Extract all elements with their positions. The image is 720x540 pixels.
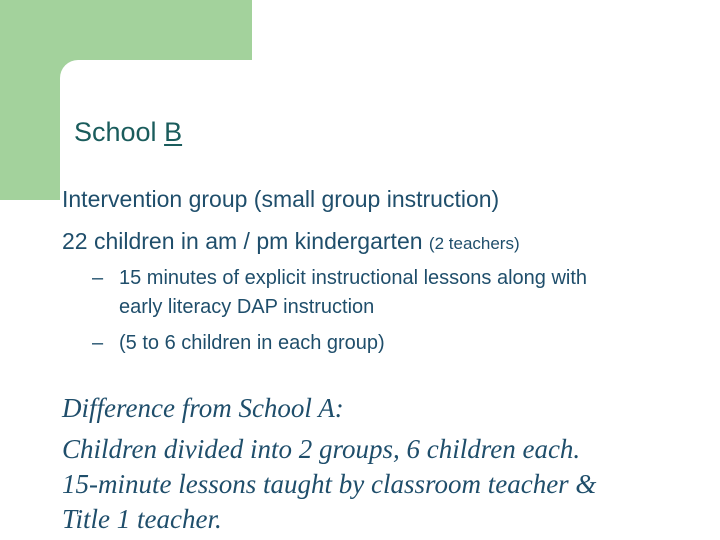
title-underlined-letter: B xyxy=(164,117,183,147)
difference-line-3: Title 1 teacher. xyxy=(62,504,222,534)
children-count-text: 22 children in am / pm kindergarten xyxy=(62,228,429,254)
difference-heading: Difference from School A: xyxy=(62,393,344,423)
bullet-1-line-1: 15 minutes of explicit instructional lessons along with xyxy=(119,267,588,289)
bullet-1-line-2: early literacy DAP instruction xyxy=(119,296,375,318)
difference-line-2: 15-minute lessons taught by classroom teacher & xyxy=(62,469,597,499)
bullet-dash: – xyxy=(92,332,104,354)
slide-title xyxy=(74,117,182,148)
children-count-line xyxy=(62,228,520,255)
title-prefix: School xyxy=(74,117,165,147)
intervention-line: Intervention group (small group instruction) xyxy=(62,186,500,212)
difference-line-1: Children divided into 2 groups, 6 children each. xyxy=(62,434,581,464)
bullet-dash: – xyxy=(92,267,104,289)
teachers-note: (2 teachers) xyxy=(428,234,520,253)
bullet-2-text: (5 to 6 children in each group) xyxy=(119,332,385,354)
